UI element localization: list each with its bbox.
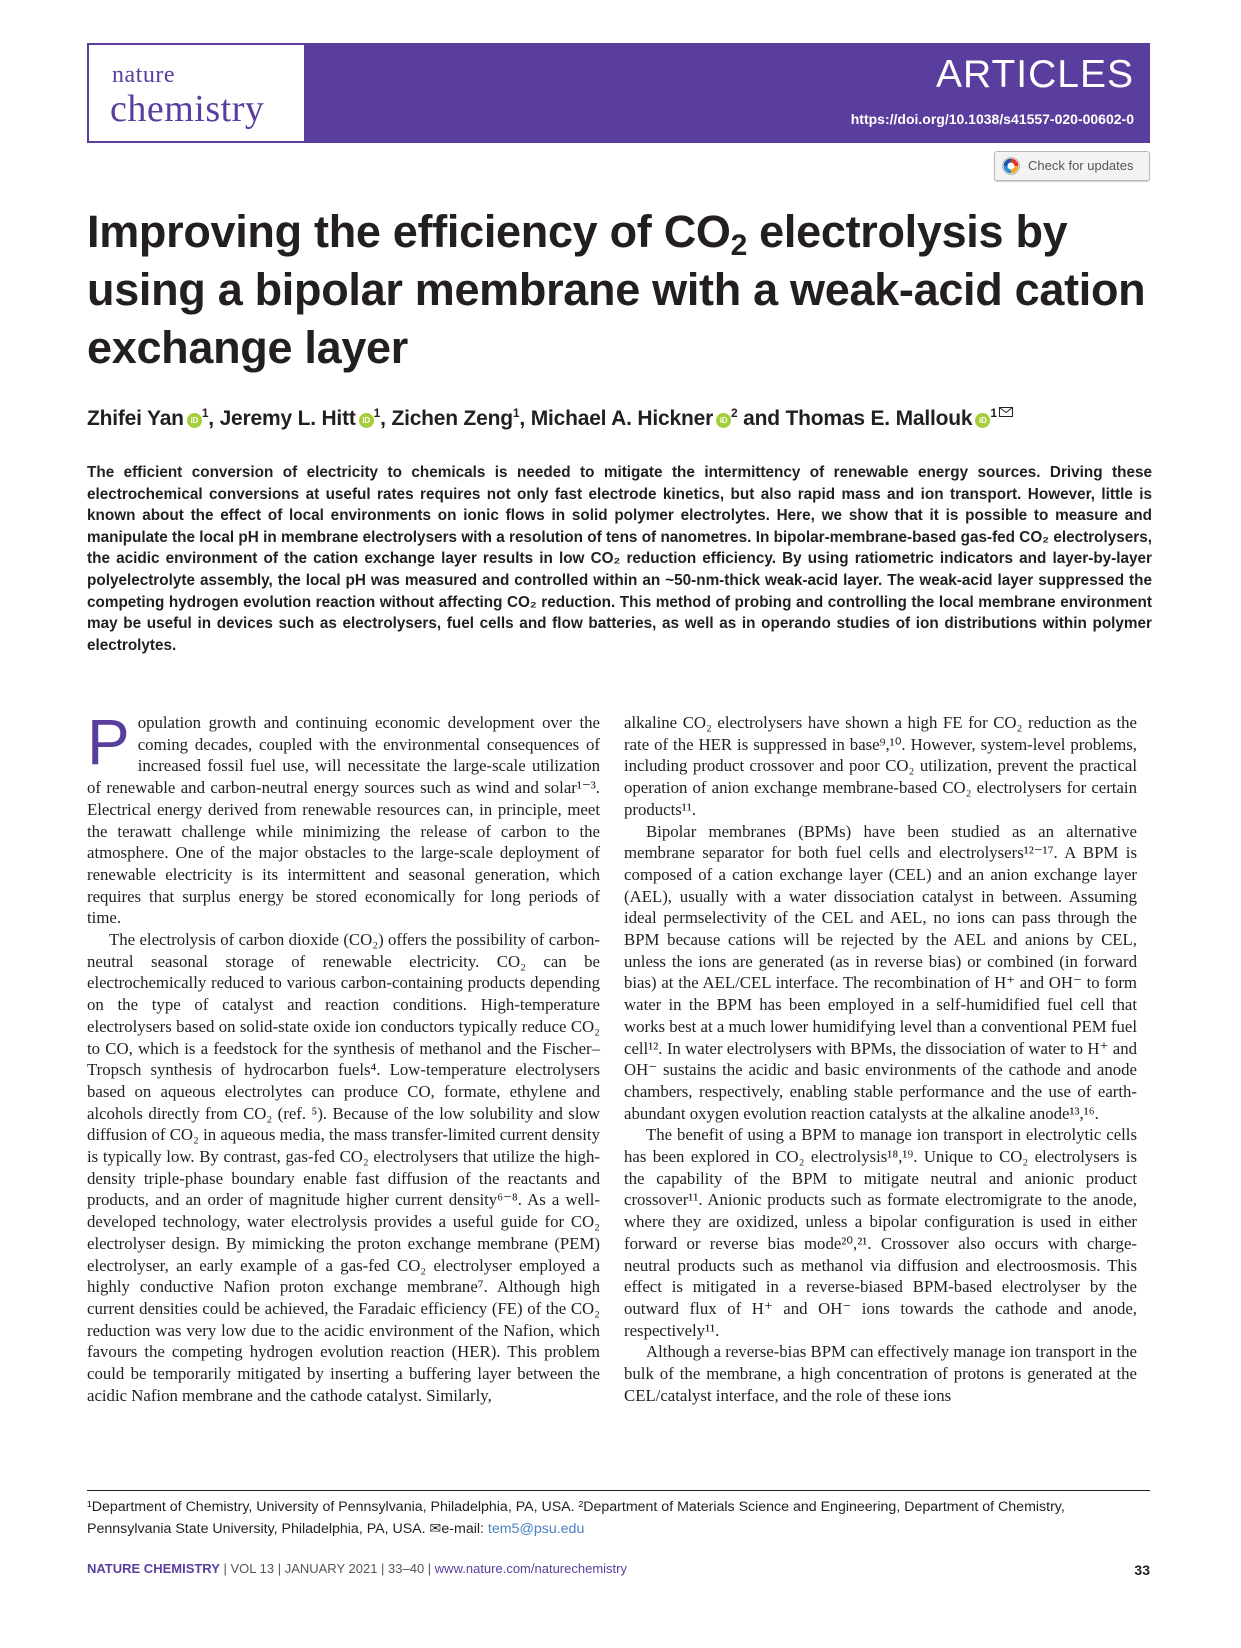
abstract: The efficient conversion of electricity to chemicals is needed to mitigate the intermittency of renewable energy sources. Driving these electrochemical conversions at useful rates requires not only fast electrode kinetics, but also rapid mass and ion transport. However, little is known about the effect of local environments on ionic flows in solid polymer electrolytes. Here, we show that it is possible to measure and manipulate the local pH in membrane electrolysers with a resolution of tens of nanometres. In bipolar-membrane-based gas-fed CO₂ electrolysers, the acidic environment of the cation exchange layer results in low CO₂ reduction efficiency. By using ratiometric indicators and layer-by-layer polyelectrolyte assembly, the local pH was measured and controlled within an ~50-nm-thick weak-acid layer. The weak-acid layer suppressed the competing hydrogen evolution reaction without affecting CO₂ reduction. This method of probing and controlling the local membrane environment may be useful in devices such as electrolysers, fuel cells and flow batteries, as well as in operando studies of ion distributions within polymer electrolytes. (87, 464, 1152, 654)
footer-issue-info: | VOL 13 | JANUARY 2021 | 33–40 | (219, 1561, 435, 1576)
logo-nature-text: nature (112, 62, 175, 88)
orcid-icon[interactable]: iD (975, 413, 990, 428)
article-title: Improving the efficiency of $CO_2$ electrolysis by using a bipolar membrane with a weak-acid cation exchange layer (87, 206, 1146, 373)
drop-cap: P (87, 706, 130, 778)
footer-journal-name: NATURE CHEMISTRY (87, 1561, 220, 1576)
crossmark-icon (1002, 157, 1020, 175)
body-paragraph: The benefit of using a BPM to manage ion transport in electrolytic cells has been explored in CO₂ electrolysis¹⁸,¹⁹. Unique to CO₂ electrolysers is the capability of the BPM to mitigate neutral and anionic product crossover¹¹. Anionic products such as formate electromigrate to the anode, where they are oxidized, unless a bipolar configuration is used in either forward or reverse bias mode²⁰,²¹. Crossover also occurs with charge-neutral products such as methanol via diffusion and electroosmosis. This effect is mitigated in a reverse-biased BPM-based electrolyser by the outward flux of H⁺ and OH⁻ ions towards the cathode and anode, respectively¹¹. (624, 1125, 1137, 1340)
author-list: Zhifei Yan $iD^1$, Jeremy L. Hitt $iD^1$, Zichen Zeng$^1$, Michael A. Hickner $iD^2$ and Thomas E. Mallouk $iD^1$ (87, 407, 1167, 431)
body-column-left (87, 706, 600, 1407)
body-paragraph: The electrolysis of carbon dioxide (CO₂) offers the possibility of carbon-neutral seasonal storage of renewable electricity. CO₂ can be electrochemically reduced to various carbon-containing products depending on the type of catalyst and reaction conditions. High-temperature electrolysers based on solid-state oxide ion conductors typically reduce CO₂ to CO, which is a feedstock for the synthesis of methanol and the Fischer–Tropsch synthesis of hydrocarbon fuels⁴. Low-temperature electrolysers based on aqueous electrolytes can produce CO, formate, ethylene and alcohols directly from CO₂ (ref. ⁵). Because of the low solubility and slow diffusion of CO₂ in aqueous media, the mass transfer-limited current density is typically low. By contrast, gas-fed CO₂ electrolysers that utilize the high-density triple-phase boundary enable fast diffusion of the reactants and products, and an order of magnitude higher current density⁶⁻⁸. As a well-developed technology, water electrolysis provides a useful guide for CO₂ electrolyser design. By mimicking the proton exchange membrane (PEM) electrolyser, an early example of a gas-fed CO₂ electrolyser employed a highly conductive Nafion proton exchange membrane⁷. Although high current densities could be achieved, the Faradaic efficiency (FE) of the CO₂ reduction was very low due to the acidic environment of the Nafion, which favours the competing hydrogen evolution reaction (HER). This problem could be temporarily mitigated by inserting a buffering layer between the acidic Nafion membrane and the cathode catalyst. Similarly, (87, 930, 600, 1405)
page-number: 33 (1134, 1562, 1150, 1578)
email-link[interactable]: tem5@psu.edu (487, 1520, 585, 1537)
author-name[interactable]: Zichen Zeng (391, 407, 513, 430)
author-name[interactable]: Jeremy L. Hitt (219, 407, 356, 430)
check-for-updates-label: Check for updates (1028, 158, 1134, 173)
affiliation-marker: 1 (512, 406, 520, 420)
journal-header-banner (87, 43, 1150, 143)
affiliation-marker: 1 (201, 406, 209, 420)
check-for-updates-button[interactable] (994, 151, 1150, 181)
body-paragraph: alkaline CO₂ electrolysers have shown a high FE for CO₂ reduction as the rate of the HER is suppressed in base⁹,¹⁰. However, system-level problems, including product crossover and poor CO₂ utilization, prevent the practical operation of anion exchange membrane-based CO₂ electrolysers for certain products¹¹. (624, 713, 1137, 819)
footer-journal-url[interactable]: www.nature.com/naturechemistry (434, 1561, 627, 1576)
affiliations-footnote: ¹Department of Chemistry, University of Pennsylvania, Philadelphia, PA, USA. ²Department of Materials Science and Engineering, Department of Chemistry, Pennsylvania State University, Philadelphia, PA, USA. ✉e-mail: tem5@psu.edu (87, 1499, 1065, 1537)
affiliation-marker: 2 (731, 406, 738, 420)
affiliation-marker: 1 (373, 406, 381, 420)
footnote-divider (87, 1490, 1150, 1491)
body-column-right (624, 712, 1137, 1407)
logo-chemistry-text: chemistry (110, 88, 265, 130)
envelope-icon[interactable] (999, 407, 1013, 417)
orcid-icon[interactable]: iD (359, 413, 374, 428)
section-label: ARTICLES (935, 53, 1134, 96)
author-name[interactable]: Michael A. Hickner (530, 407, 714, 430)
orcid-icon[interactable]: iD (716, 413, 731, 428)
body-paragraph: Bipolar membranes (BPMs) have been studied as an alternative membrane separator for both fuel cells and electrolysers¹²⁻¹⁷. A BPM is composed of a cation exchange layer (CEL) and an anion exchange layer (AEL), usually with a water dissociation catalyst in between. Assuming ideal permselectivity of the CEL and AEL, no ions can pass through the BPM because cations will be rejected by the AEL and anions by CEL, unless the ions are generated (as in reverse bias) or combined (in forward bias) at the AEL/CEL interface. The recombination of H⁺ and OH⁻ to form water in the BPM has been employed in a self-humidified fuel cell that works best at a much lower humidifying level than a conventional PEM fuel cell¹². In water electrolysers with BPMs, the dissociation of water to H⁺ and OH⁻ sustains the acidic and basic environments of the cathode and anode chambers, respectively, enabling stable performance and the use of earth-abundant oxygen evolution reaction catalysts at the alkaline anode¹³,¹⁶. (624, 821, 1137, 1123)
orcid-icon[interactable]: iD (187, 413, 202, 428)
affiliation-marker: 1 (990, 406, 997, 420)
body-paragraph: Population growth and continuing economic development over the coming decades, coupled with the environmental consequences of increased fossil fuel use, will necessitate the large-scale utilization of renewable and carbon-neutral energy sources such as wind and solar¹⁻³. Electrical energy derived from renewable resources can, in principle, meet the terawatt challenge while minimizing the release of carbon to the atmosphere. One of the major obstacles to the large-scale deployment of renewable electricity is its intermittent and seasonal generation, which requires that surplus energy be stored economically for long periods of time. (87, 706, 600, 928)
page-footer (87, 1561, 627, 1576)
author-name[interactable]: Zhifei Yan (87, 407, 184, 430)
author-name[interactable]: Thomas E. Mallouk (785, 407, 973, 430)
body-paragraph: Although a reverse-bias BPM can effectively manage ion transport in the bulk of the membrane, a high concentration of protons is generated at the CEL/catalyst interface, and the role of these ions (624, 1342, 1137, 1405)
journal-logo[interactable] (89, 45, 304, 141)
doi-link[interactable]: https://doi.org/10.1038/s41557-020-00602-0 (850, 111, 1134, 127)
